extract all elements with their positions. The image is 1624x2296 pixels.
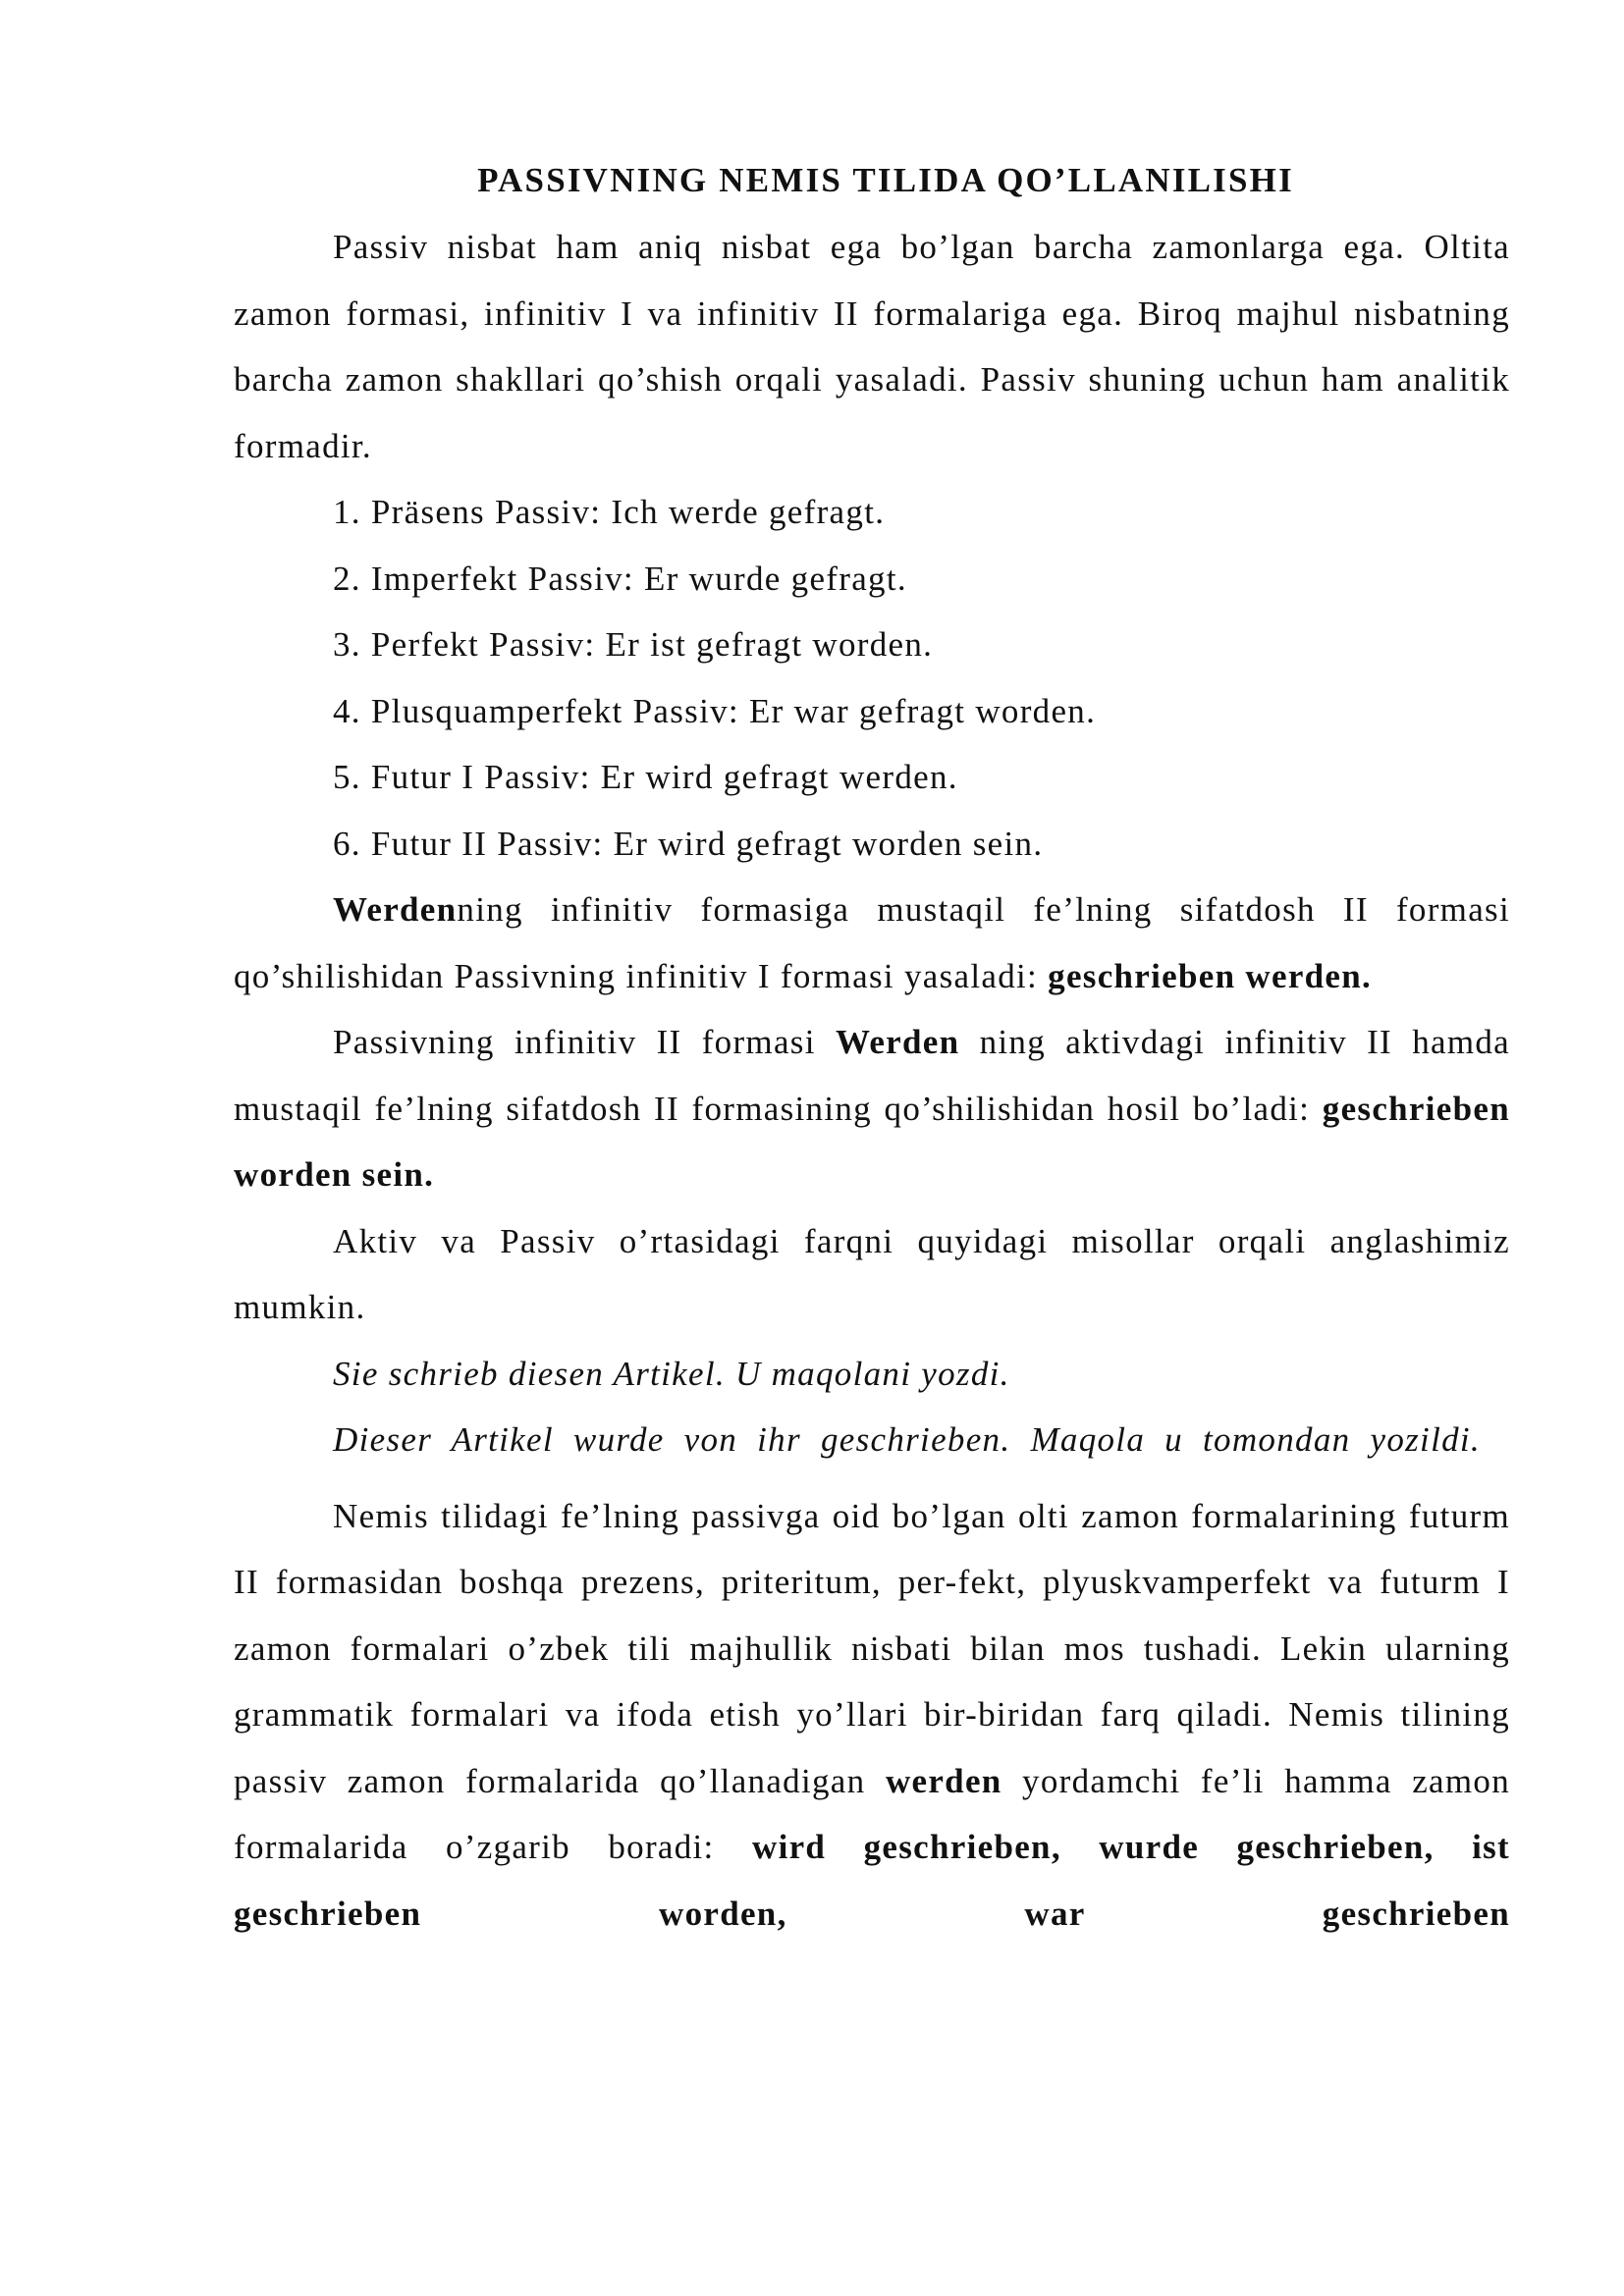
paragraph-text: Passivning infinitiv II formasi bbox=[333, 1023, 836, 1061]
tense-list bbox=[234, 479, 1510, 877]
tense-item: 5. Futur I Passiv: Er wird gefragt werden. bbox=[333, 758, 958, 796]
tense-item: 6. Futur II Passiv: Er wird gefragt worden sein. bbox=[333, 824, 1044, 863]
example-text: Sie schrieb diesen Artikel. U maqolani yozdi. bbox=[333, 1354, 1010, 1393]
tense-item: 1. Präsens Passiv: Ich werde gefragt. bbox=[333, 493, 886, 531]
paragraph-text: yordamchi fe’li hamma zamon formalarida o’zgarib boradi: bbox=[234, 1761, 1510, 1866]
example-sentence bbox=[234, 1341, 1510, 1408]
bold-term: Werden bbox=[333, 890, 458, 929]
comparison-paragraph: Aktiv va Passiv o’rtasidagi farqni quyidagi misollar orqali anglashimiz mumkin. bbox=[234, 1221, 1510, 1326]
tense-item: 3. Perfekt Passiv: Er ist gefragt worden. bbox=[333, 625, 934, 664]
infinitive-one-paragraph bbox=[234, 877, 1510, 1009]
example-text: Dieser Artikel wurde von ihr geschrieben. Maqola u tomondan yozildi. bbox=[333, 1420, 1481, 1459]
bold-term: Werden bbox=[835, 1023, 960, 1061]
bold-term: wird geschrieben, wurde geschrieben, ist geschrieben worden, war geschrieben bbox=[234, 1828, 1511, 1933]
final-paragraph bbox=[234, 1483, 1510, 1948]
paragraph-text: Nemis tilidagi fe’lning passivga oid bo’lgan olti zamon formalarining futurm II formasidan boshqa prezens, priteritum, per-fekt, plyuskvamperfekt va futurm I zamon formalari o’zbek tili majhullik nisbati bilan mos tushadi. Lekin ularning grammatik formalari va ifoda etish yo’llari bir-biridan farq qiladi. Nemis tilining passiv zamon formalarida qo’llanadigan bbox=[234, 1496, 1510, 1800]
bold-term: werden bbox=[885, 1761, 1002, 1800]
paragraph-text: ning infinitiv formasiga mustaqil fe’lning sifatdosh II formasi qo’shilishidan Passivning infinitiv I formasi yasaladi: bbox=[234, 890, 1510, 995]
paragraph-text: ning aktivdagi infinitiv II hamda mustaqil fe’lning sifatdosh II formasining qo’shilishidan hosil bo’ladi: bbox=[234, 1023, 1511, 1128]
document-page bbox=[234, 147, 1510, 1947]
bold-term: geschrieben werden. bbox=[1048, 956, 1373, 995]
tense-item: 2. Imperfekt Passiv: Er wurde gefragt. bbox=[333, 559, 907, 598]
intro-paragraph: Passiv nisbat ham aniq nisbat ega bo’lgan barcha zamonlarga ega. Oltita zamon formasi, infinitiv I va infinitiv II formalariga ega. Biroq majhul nisbatning barcha zamon shakllari qo’shish orqali yasaladi. Passiv shuning uchun ham analitik formadir. bbox=[234, 228, 1510, 465]
document-title: PASSIVNING NEMIS TILIDA QO’LLANILISHI bbox=[477, 161, 1294, 199]
infinitive-two-paragraph bbox=[234, 1009, 1510, 1208]
tense-item: 4. Plusquamperfekt Passiv: Er war gefragt worden. bbox=[333, 691, 1097, 730]
example-sentence bbox=[234, 1407, 1510, 1473]
bold-term: geschrieben worden sein. bbox=[234, 1089, 1510, 1194]
